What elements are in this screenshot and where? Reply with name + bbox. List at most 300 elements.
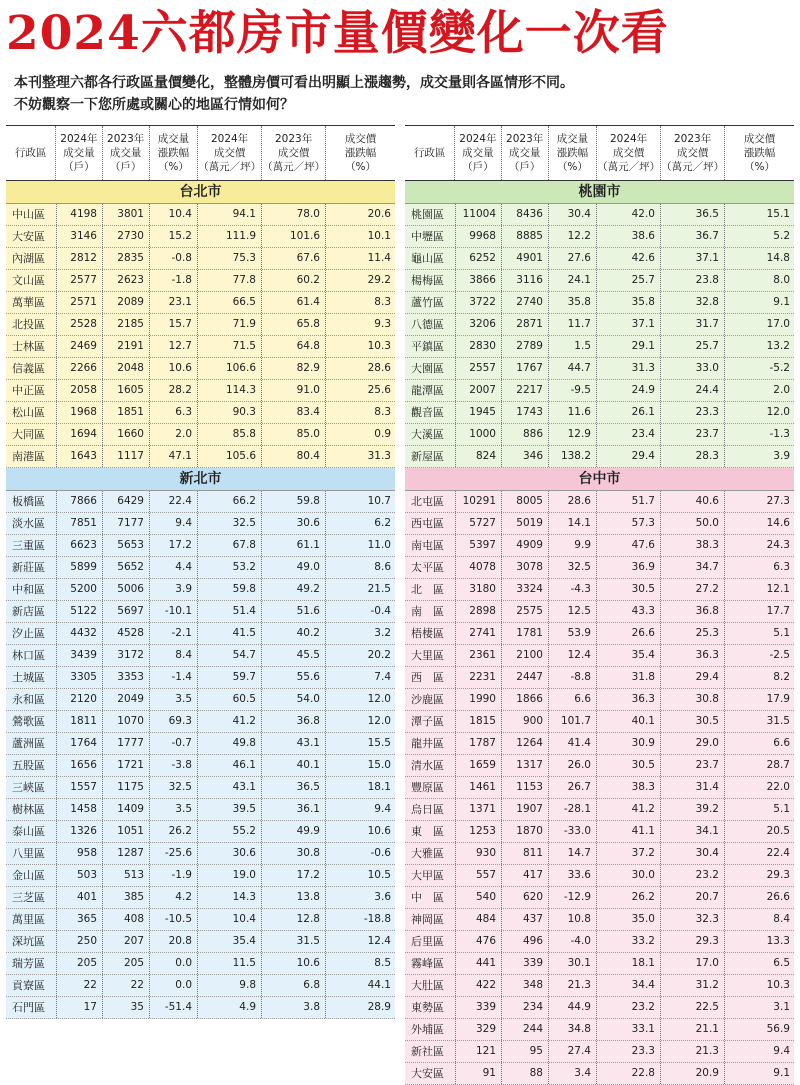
price-change-cell: 44.1 [325,975,395,996]
district-cell: 霧峰區 [411,957,444,970]
price-2023-cell: 33.0 [660,358,724,379]
section-title: 台北市 [6,181,395,204]
price-2023-cell: 25.3 [660,623,724,644]
volume-2024-cell: 3439 [56,645,102,666]
volume-2024-cell: 3722 [455,292,501,313]
price-2023-cell: 23.7 [660,755,724,776]
price-change-cell: 14.6 [724,513,794,534]
district-cell: 南屯區 [411,539,444,552]
volume-2024-cell: 2557 [455,358,501,379]
price-change-cell: 7.4 [325,667,395,688]
header-volume-change: 成交量 漲跌幅 （%） [149,126,197,180]
price-2023-cell: 64.8 [261,336,325,357]
district-cell: 石門區 [12,1001,45,1014]
price-2023-cell: 30.6 [261,513,325,534]
price-2024-cell: 42.6 [596,248,660,269]
header-price-change: 成交價 漲跌幅 （%） [724,126,794,180]
price-2024-cell: 9.8 [197,975,261,996]
volume-change-cell: 10.8 [548,909,596,930]
header-volume-change: 成交量 漲跌幅 （%） [548,126,596,180]
table-row [405,380,794,402]
price-2023-cell: 31.7 [660,314,724,335]
price-2024-cell: 54.7 [197,645,261,666]
district-cell: 淡水區 [12,517,45,530]
price-2024-cell: 4.9 [197,997,261,1018]
price-change-cell: 29.3 [724,865,794,886]
volume-2023-cell: 811 [501,843,548,864]
price-2024-cell: 37.2 [596,843,660,864]
price-2024-cell: 26.2 [596,887,660,908]
volume-2023-cell: 2100 [501,645,548,666]
volume-2023-cell: 2835 [102,248,149,269]
district-cell: 新店區 [12,605,45,618]
volume-2023-cell: 1870 [501,821,548,842]
price-2024-cell: 41.5 [197,623,261,644]
volume-2024-cell: 4198 [56,204,102,225]
volume-change-cell: 15.2 [149,226,197,247]
table-row [405,402,794,424]
volume-2024-cell: 2741 [455,623,501,644]
price-2023-cell: 37.1 [660,248,724,269]
header-price-change: 成交價 漲跌幅 （%） [325,126,395,180]
volume-change-cell: 3.4 [548,1063,596,1084]
volume-2024-cell: 4078 [455,557,501,578]
volume-2024-cell: 2120 [56,689,102,710]
volume-2023-cell: 2730 [102,226,149,247]
volume-change-cell: 4.4 [149,557,197,578]
table-row [6,535,395,557]
table-row [6,601,395,623]
volume-2023-cell: 8436 [501,204,548,225]
district-cell: 北屯區 [411,495,444,508]
volume-change-cell: 12.4 [548,645,596,666]
volume-2024-cell: 5899 [56,557,102,578]
volume-2023-cell: 408 [102,909,149,930]
price-2023-cell: 34.1 [660,821,724,842]
price-change-cell: 8.2 [724,667,794,688]
volume-change-cell: 21.3 [548,975,596,996]
volume-change-cell: 26.7 [548,777,596,798]
volume-2023-cell: 513 [102,865,149,886]
table-header-left [6,125,395,181]
price-2024-cell: 30.5 [596,755,660,776]
volume-2023-cell: 2789 [501,336,548,357]
volume-change-cell: -25.6 [149,843,197,864]
price-change-cell: 11.4 [325,248,395,269]
price-2023-cell: 49.2 [261,579,325,600]
volume-change-cell: -1.9 [149,865,197,886]
price-change-cell: 15.5 [325,733,395,754]
volume-2023-cell: 1907 [501,799,548,820]
volume-change-cell: 101.7 [548,711,596,732]
district-cell: 士林區 [12,340,45,353]
price-2024-cell: 32.5 [197,513,261,534]
volume-2023-cell: 346 [501,446,548,467]
price-2024-cell: 37.1 [596,314,660,335]
price-2023-cell: 61.1 [261,535,325,556]
volume-2023-cell: 417 [501,865,548,886]
volume-change-cell: 69.3 [149,711,197,732]
volume-2024-cell: 2571 [56,292,102,313]
price-change-cell: 24.3 [724,535,794,556]
volume-2023-cell: 900 [501,711,548,732]
volume-2024-cell: 5727 [455,513,501,534]
volume-2024-cell: 6252 [455,248,501,269]
volume-2023-cell: 437 [501,909,548,930]
price-2023-cell: 20.9 [660,1063,724,1084]
page-title: 2024六都房市量價變化一次看 [6,6,669,61]
volume-change-cell: 11.7 [548,314,596,335]
table-row [6,226,395,248]
price-2024-cell: 26.6 [596,623,660,644]
price-change-cell: 12.0 [724,402,794,423]
district-cell: 后里區 [411,935,444,948]
volume-change-cell: 26.2 [149,821,197,842]
header-district: 行政區 [14,147,47,159]
volume-change-cell: 8.4 [149,645,197,666]
header-2023-volume: 2023年 成交量 （戶） [501,126,548,180]
volume-change-cell: 44.9 [548,997,596,1018]
price-2023-cell: 54.0 [261,689,325,710]
volume-change-cell: -33.0 [548,821,596,842]
price-2024-cell: 59.8 [197,579,261,600]
price-2024-cell: 30.9 [596,733,660,754]
district-cell: 三重區 [12,539,45,552]
volume-change-cell: -10.5 [149,909,197,930]
price-change-cell: 31.5 [724,711,794,732]
table-row [6,557,395,579]
price-change-cell: 20.5 [724,821,794,842]
district-cell: 文山區 [12,274,45,287]
volume-2023-cell: 5006 [102,579,149,600]
volume-2024-cell: 5200 [56,579,102,600]
volume-change-cell: 138.2 [548,446,596,467]
district-cell: 清水區 [411,759,444,772]
price-change-cell: 10.3 [724,975,794,996]
volume-change-cell: 14.7 [548,843,596,864]
table-row [405,777,794,799]
price-change-cell: 31.3 [325,446,395,467]
price-2023-cell: 36.8 [660,601,724,622]
table-row [6,402,395,424]
price-2024-cell: 59.7 [197,667,261,688]
price-change-cell: 25.6 [325,380,395,401]
district-cell: 中正區 [12,384,45,397]
price-2024-cell: 49.8 [197,733,261,754]
volume-change-cell: 15.7 [149,314,197,335]
volume-2023-cell: 2871 [501,314,548,335]
table-row [405,755,794,777]
price-2023-cell: 80.4 [261,446,325,467]
price-2023-cell: 30.4 [660,843,724,864]
volume-2024-cell: 4432 [56,623,102,644]
table-row [6,292,395,314]
price-2023-cell: 23.2 [660,865,724,886]
volume-change-cell: 0.0 [149,953,197,974]
table-row [6,953,395,975]
district-cell: 萬里區 [12,913,45,926]
district-cell: 西 區 [411,671,444,684]
table-row [405,579,794,601]
district-cell: 南港區 [12,450,45,463]
volume-change-cell: 4.2 [149,887,197,908]
volume-change-cell: 6.3 [149,402,197,423]
volume-change-cell: 47.1 [149,446,197,467]
price-2024-cell: 77.8 [197,270,261,291]
table-row [6,248,395,270]
volume-2023-cell: 5653 [102,535,149,556]
price-change-cell: 28.6 [325,358,395,379]
price-2023-cell: 36.1 [261,799,325,820]
district-cell: 大安區 [12,230,45,243]
price-change-cell: 3.1 [724,997,794,1018]
volume-2023-cell: 1781 [501,623,548,644]
volume-2023-cell: 5019 [501,513,548,534]
table-row [405,314,794,336]
district-cell: 內湖區 [12,252,45,265]
price-2024-cell: 33.1 [596,1019,660,1040]
price-change-cell: 9.1 [724,1063,794,1084]
volume-2024-cell: 2528 [56,314,102,335]
price-2023-cell: 49.0 [261,557,325,578]
header-2024-volume: 2024年 成交量 （戶） [55,126,101,180]
volume-2024-cell: 1557 [56,777,102,798]
table-row [6,314,395,336]
volume-2024-cell: 1000 [455,424,501,445]
volume-2024-cell: 1764 [56,733,102,754]
volume-change-cell: -1.8 [149,270,197,291]
volume-2023-cell: 244 [501,1019,548,1040]
price-2024-cell: 34.4 [596,975,660,996]
volume-2023-cell: 620 [501,887,548,908]
table-row [405,226,794,248]
price-change-cell: -2.5 [724,645,794,666]
volume-change-cell: -1.4 [149,667,197,688]
price-2023-cell: 20.7 [660,887,724,908]
volume-change-cell: 53.9 [548,623,596,644]
volume-2024-cell: 441 [455,953,501,974]
table-row [405,491,794,513]
volume-change-cell: 35.8 [548,292,596,313]
table-row [405,843,794,865]
price-2024-cell: 51.7 [596,491,660,512]
volume-change-cell: 6.6 [548,689,596,710]
district-cell: 桃園區 [411,208,444,221]
price-2023-cell: 40.2 [261,623,325,644]
volume-change-cell: 17.2 [149,535,197,556]
volume-2024-cell: 1461 [455,777,501,798]
price-2024-cell: 53.2 [197,557,261,578]
volume-2023-cell: 1409 [102,799,149,820]
price-change-cell: 20.6 [325,204,395,225]
table-row [405,513,794,535]
volume-2024-cell: 1326 [56,821,102,842]
volume-2024-cell: 205 [56,953,102,974]
price-change-cell: 28.9 [325,997,395,1018]
volume-2024-cell: 2577 [56,270,102,291]
price-change-cell: 11.0 [325,535,395,556]
price-change-cell: 13.2 [724,336,794,357]
price-2023-cell: 17.2 [261,865,325,886]
price-2024-cell: 36.9 [596,557,660,578]
table-row [6,975,395,997]
price-change-cell: 21.5 [325,579,395,600]
table-row [6,733,395,755]
table-row [6,424,395,446]
price-2024-cell: 24.9 [596,380,660,401]
section-new-taipei [6,468,395,1019]
price-2024-cell: 35.0 [596,909,660,930]
price-change-cell: 8.3 [325,402,395,423]
price-2024-cell: 39.5 [197,799,261,820]
price-change-cell: 29.2 [325,270,395,291]
price-change-cell: 17.9 [724,689,794,710]
price-2024-cell: 66.2 [197,491,261,512]
price-2024-cell: 55.2 [197,821,261,842]
volume-2024-cell: 1371 [455,799,501,820]
price-2024-cell: 33.2 [596,931,660,952]
table-row [405,953,794,975]
volume-change-cell: 9.4 [149,513,197,534]
price-2024-cell: 35.4 [596,645,660,666]
volume-2024-cell: 5397 [455,535,501,556]
volume-2023-cell: 95 [501,1041,548,1062]
table-row [405,865,794,887]
price-change-cell: 3.2 [325,623,395,644]
volume-2023-cell: 205 [102,953,149,974]
table-row [405,975,794,997]
price-2023-cell: 31.5 [261,931,325,952]
price-2023-cell: 21.1 [660,1019,724,1040]
volume-2024-cell: 1968 [56,402,102,423]
price-2023-cell: 31.2 [660,975,724,996]
volume-change-cell: -2.1 [149,623,197,644]
price-change-cell: 6.2 [325,513,395,534]
volume-2024-cell: 22 [56,975,102,996]
table-row [6,777,395,799]
price-2023-cell: 30.8 [660,689,724,710]
left-column [6,125,395,1019]
price-change-cell: 8.6 [325,557,395,578]
volume-2023-cell: 2191 [102,336,149,357]
table-row [6,689,395,711]
volume-2024-cell: 540 [455,887,501,908]
volume-2023-cell: 3172 [102,645,149,666]
table-row [405,424,794,446]
district-cell: 大溪區 [411,428,444,441]
price-2023-cell: 55.6 [261,667,325,688]
price-change-cell: 6.6 [724,733,794,754]
price-2023-cell: 45.5 [261,645,325,666]
district-cell: 西屯區 [411,517,444,530]
volume-change-cell: 24.1 [548,270,596,291]
volume-2024-cell: 824 [455,446,501,467]
district-cell: 蘆竹區 [411,296,444,309]
table-row [405,799,794,821]
volume-change-cell: 1.5 [548,336,596,357]
price-2024-cell: 18.1 [596,953,660,974]
price-2024-cell: 42.0 [596,204,660,225]
header-2024-volume: 2024年 成交量 （戶） [454,126,500,180]
volume-2023-cell: 1660 [102,424,149,445]
table-row [405,446,794,468]
district-cell: 中山區 [12,208,45,221]
volume-change-cell: 30.1 [548,953,596,974]
volume-2024-cell: 1787 [455,733,501,754]
volume-2023-cell: 1767 [501,358,548,379]
price-change-cell: 17.7 [724,601,794,622]
price-change-cell: 15.1 [724,204,794,225]
volume-2023-cell: 5652 [102,557,149,578]
header-2024-price: 2024年 成交價 （萬元／坪） [197,126,261,180]
price-2023-cell: 29.3 [660,931,724,952]
volume-2023-cell: 3353 [102,667,149,688]
table-row [405,931,794,953]
volume-2024-cell: 9968 [455,226,501,247]
volume-change-cell: 0.0 [149,975,197,996]
price-2024-cell: 11.5 [197,953,261,974]
price-2024-cell: 71.5 [197,336,261,357]
volume-2024-cell: 2231 [455,667,501,688]
price-2024-cell: 105.6 [197,446,261,467]
price-change-cell: 8.0 [724,270,794,291]
price-2024-cell: 66.5 [197,292,261,313]
volume-2023-cell: 88 [501,1063,548,1084]
price-2023-cell: 22.5 [660,997,724,1018]
volume-change-cell: 2.0 [149,424,197,445]
table-row [405,336,794,358]
volume-change-cell: 22.4 [149,491,197,512]
price-2024-cell: 30.6 [197,843,261,864]
table-row [405,887,794,909]
section-taipei [6,181,395,468]
volume-2024-cell: 503 [56,865,102,886]
price-change-cell: 20.2 [325,645,395,666]
district-cell: 樹林區 [12,803,45,816]
volume-change-cell: -4.3 [548,579,596,600]
price-change-cell: 10.7 [325,491,395,512]
price-2023-cell: 28.3 [660,446,724,467]
price-change-cell: 9.4 [724,1041,794,1062]
district-cell: 大肚區 [411,979,444,992]
district-cell: 五股區 [12,759,45,772]
district-cell: 北 區 [411,583,444,596]
district-cell: 中和區 [12,583,45,596]
volume-change-cell: 30.4 [548,204,596,225]
volume-change-cell: 28.2 [149,380,197,401]
volume-change-cell: 32.5 [548,557,596,578]
table-row [6,358,395,380]
district-cell: 板橋區 [12,495,45,508]
volume-change-cell: -0.8 [149,248,197,269]
table-row [405,204,794,226]
price-2023-cell: 34.7 [660,557,724,578]
price-change-cell: 10.3 [325,336,395,357]
volume-2023-cell: 8885 [501,226,548,247]
price-2023-cell: 10.6 [261,953,325,974]
table-row [6,931,395,953]
volume-change-cell: -10.1 [149,601,197,622]
volume-change-cell: 9.9 [548,535,596,556]
district-cell: 龍潭區 [411,384,444,397]
price-change-cell: 14.8 [724,248,794,269]
price-2024-cell: 106.6 [197,358,261,379]
district-cell: 蘆洲區 [12,737,45,750]
table-row [405,667,794,689]
price-2023-cell: 24.4 [660,380,724,401]
price-2023-cell: 30.8 [261,843,325,864]
volume-2023-cell: 1117 [102,446,149,467]
